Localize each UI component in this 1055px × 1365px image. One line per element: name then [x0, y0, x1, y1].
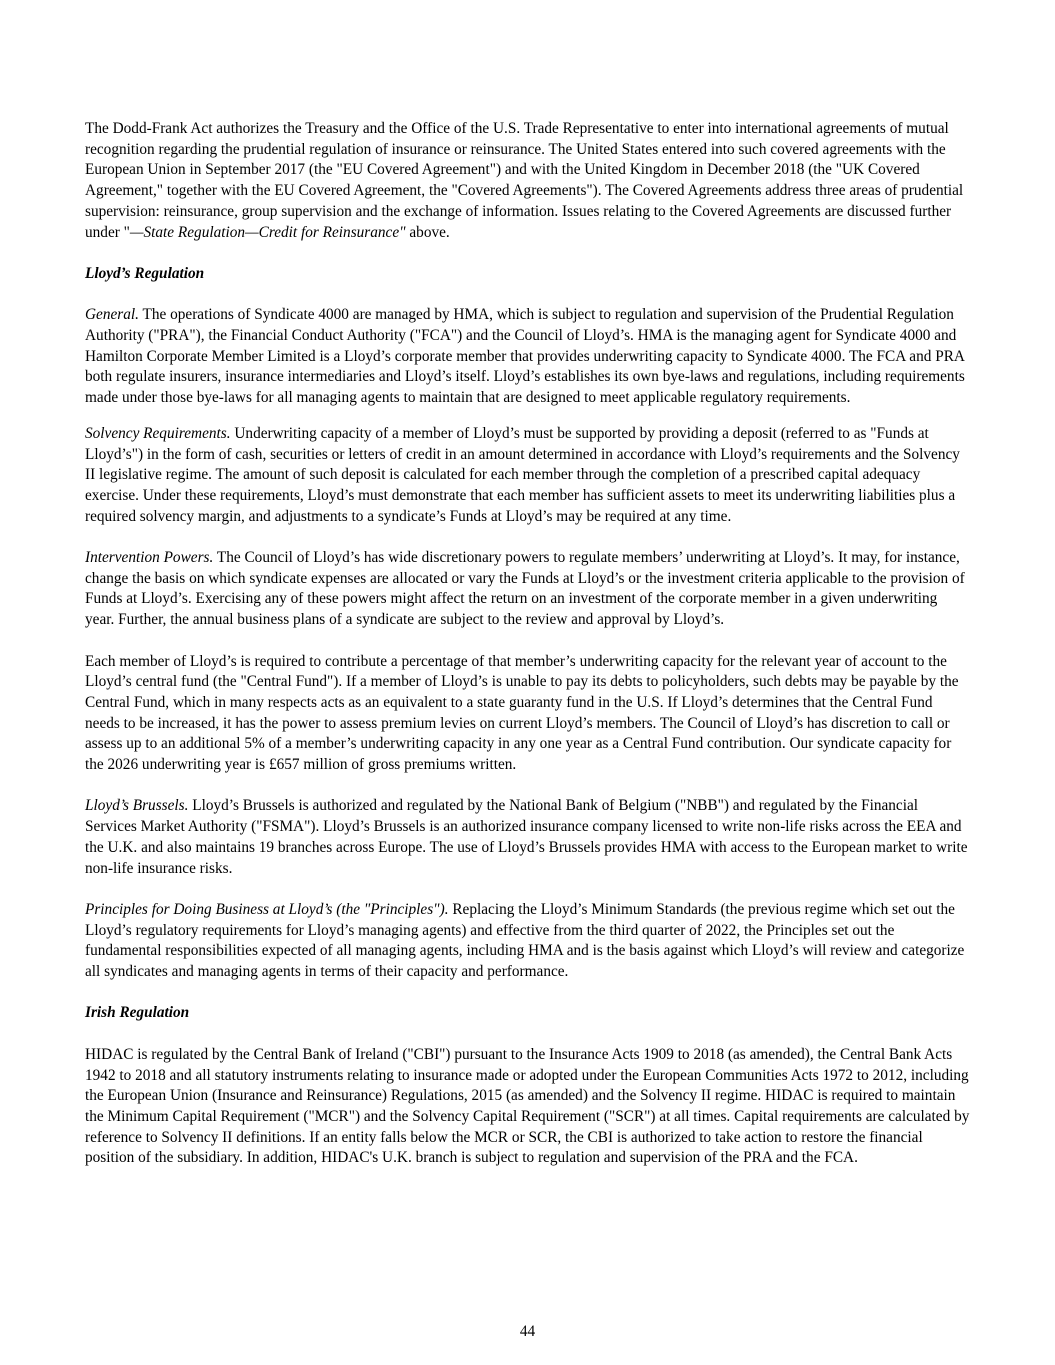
covered-agreements-text: The Dodd-Frank Act authorizes the Treasury and the Office of the U.S. Trade Representative to enter into international agreements of mutual recognition regarding the prudential regulation of insurance or reinsurance. The United States entered into such covered agreements with the European Union in September 2017 (the "EU Covered Agreement") and with the United Kingdom in December 2018 (the "UK Covered Agreement," together with the EU Covered Agreement, the "Covered Agreements"). The Covered Agreements address three areas of prudential supervision: reinsurance, group supervision and the exchange of information. Issues relating to the Covered Agreements are discussed further under ": [85, 120, 964, 241]
principles-paragraph: [85, 900, 970, 983]
intervention-text: The Council of Lloyd’s has wide discretionary powers to regulate members’ underwriting at Lloyd’s. It may, for instance, change the basis on which syndicate expenses are allocated or vary the Funds at Lloyd’s or the investment criteria applicable to the provision of Funds at Lloyd’s. Exercising any of these powers might affect the return on an investment of the corporate member in a given underwriting year. Further, the annual business plans of a syndicate are subject to the review and approval by Lloyd’s.: [85, 549, 965, 629]
page-number: 44: [519, 1323, 536, 1340]
general-paragraph: [85, 305, 970, 409]
general-lead: General.: [85, 306, 139, 324]
central-fund-paragraph: Each member of Lloyd’s is required to contribute a percentage of that member’s underwriting capacity for the relevant year of account to the Lloyd’s central fund (the "Central Fund"). If a member of Lloyd’s is unable to pay its debts to policyholders, such debts may be payable by the Central Fund, which in many respects acts as an equivalent to a state guaranty fund in the U.S. If Lloyd’s determines that the Central Fund needs to be increased, it has the power to assess premium levies on current Lloyd’s members. The Council of Lloyd’s has discretion to call or assess up to an additional 5% of a member’s underwriting capacity in any one year as a Central Fund contribution. Our syndicate capacity for the 2026 underwriting year is £657 million of gross premiums written.: [85, 652, 959, 774]
covered-agreements-tail: above.: [405, 223, 450, 241]
irish-regulation-heading: Irish Regulation: [85, 1004, 190, 1022]
brussels-lead: Lloyd’s Brussels.: [85, 797, 189, 815]
principles-lead: Principles for Doing Business at Lloyd’s (the "Principles").: [85, 900, 449, 918]
solvency-lead: Solvency Requirements.: [85, 424, 231, 442]
covered-agreements-paragraph: [85, 119, 970, 243]
solvency-requirements-paragraph: [85, 424, 970, 528]
principles-text: Replacing the Lloyd’s Minimum Standards (the previous regime which set out the Lloyd’s regulatory requirements for Lloyd’s managing agents) and effective from the third quarter of 2022, the Principles set out the fundamental responsibilities expected of all managing agents, including HMA and is the basis against which Lloyd’s will review and categorize all syndicates and managing agents in terms of their capacity and performance.: [85, 900, 965, 981]
lloyds-regulation-heading: Lloyd’s Regulation: [85, 264, 205, 282]
lloyds-brussels-paragraph: [85, 796, 970, 879]
irish-regulation-paragraph: HIDAC is regulated by the Central Bank of Ireland ("CBI") pursuant to the Insurance Acts 1909 to 2018 (as amended), the Central Bank Acts 1942 to 2018 and all statutory instruments relating to insurance made or adopted under the European Communities Acts 1972 to 2012, including the European Union (Insurance and Reinsurance) Regulations, 2015 (as amended) and the Solvency II regime. HIDAC is required to maintain the Minimum Capital Requirement ("MCR") and the Solvency Capital Requirement ("SCR") at all times. Capital requirements are calculated by reference to Solvency II definitions. If an entity falls below the MCR or SCR, the CBI is authorized to take action to restore the financial position of the subsidiary. In addition, HIDAC's U.K. branch is subject to regulation and supervision of the PRA and the FCA.: [85, 1045, 970, 1167]
page-content: [85, 119, 970, 1169]
general-text: The operations of Syndicate 4000 are managed by HMA, which is subject to regulation and supervision of the Prudential Regulation Authority ("PRA"), the Financial Conduct Authority ("FCA") and the Council of Lloyd’s. HMA is the managing agent for Syndicate 4000 and Hamilton Corporate Member Limited is a Lloyd’s corporate member that provides underwriting capacity to Syndicate 4000. The FCA and PRA both regulate insurers, insurance intermediaries and Lloyd’s itself. Lloyd’s establishes its own bye-laws and regulations, including requirements made under those bye-laws for all managing agents to maintain that are designed to meet applicable regulatory requirements.: [85, 306, 965, 407]
credit-for-reinsurance-reference: —State Regulation—Credit for Reinsurance": [129, 223, 406, 241]
brussels-text: Lloyd’s Brussels is authorized and regulated by the National Bank of Belgium ("NBB") and regulated by the Financial Services Market Authority ("FSMA"). Lloyd’s Brussels is an authorized insurance company licensed to write non-life risks across the EEA and the U.K. and also maintains 19 branches across Europe. The use of Lloyd’s Brussels provides HMA with access to the European market to write non-life insurance risks.: [85, 797, 968, 877]
intervention-lead: Intervention Powers.: [85, 549, 214, 567]
intervention-powers-paragraph: [85, 548, 970, 631]
solvency-text: Underwriting capacity of a member of Lloyd’s must be supported by providing a deposit (referred to as "Funds at Lloyd’s") in the form of cash, securities or letters of credit in an amount determined in accordance with Lloyd’s requirements and the Solvency II legislative regime. The amount of such deposit is calculated for each member through the completion of a prescribed capital adequacy exercise. Under these requirements, Lloyd’s must demonstrate that each member has sufficient assets to meet its underwriting liabilities plus a required solvency margin, and adjustments to a syndicate’s Funds at Lloyd’s may be required at any time.: [85, 424, 960, 525]
